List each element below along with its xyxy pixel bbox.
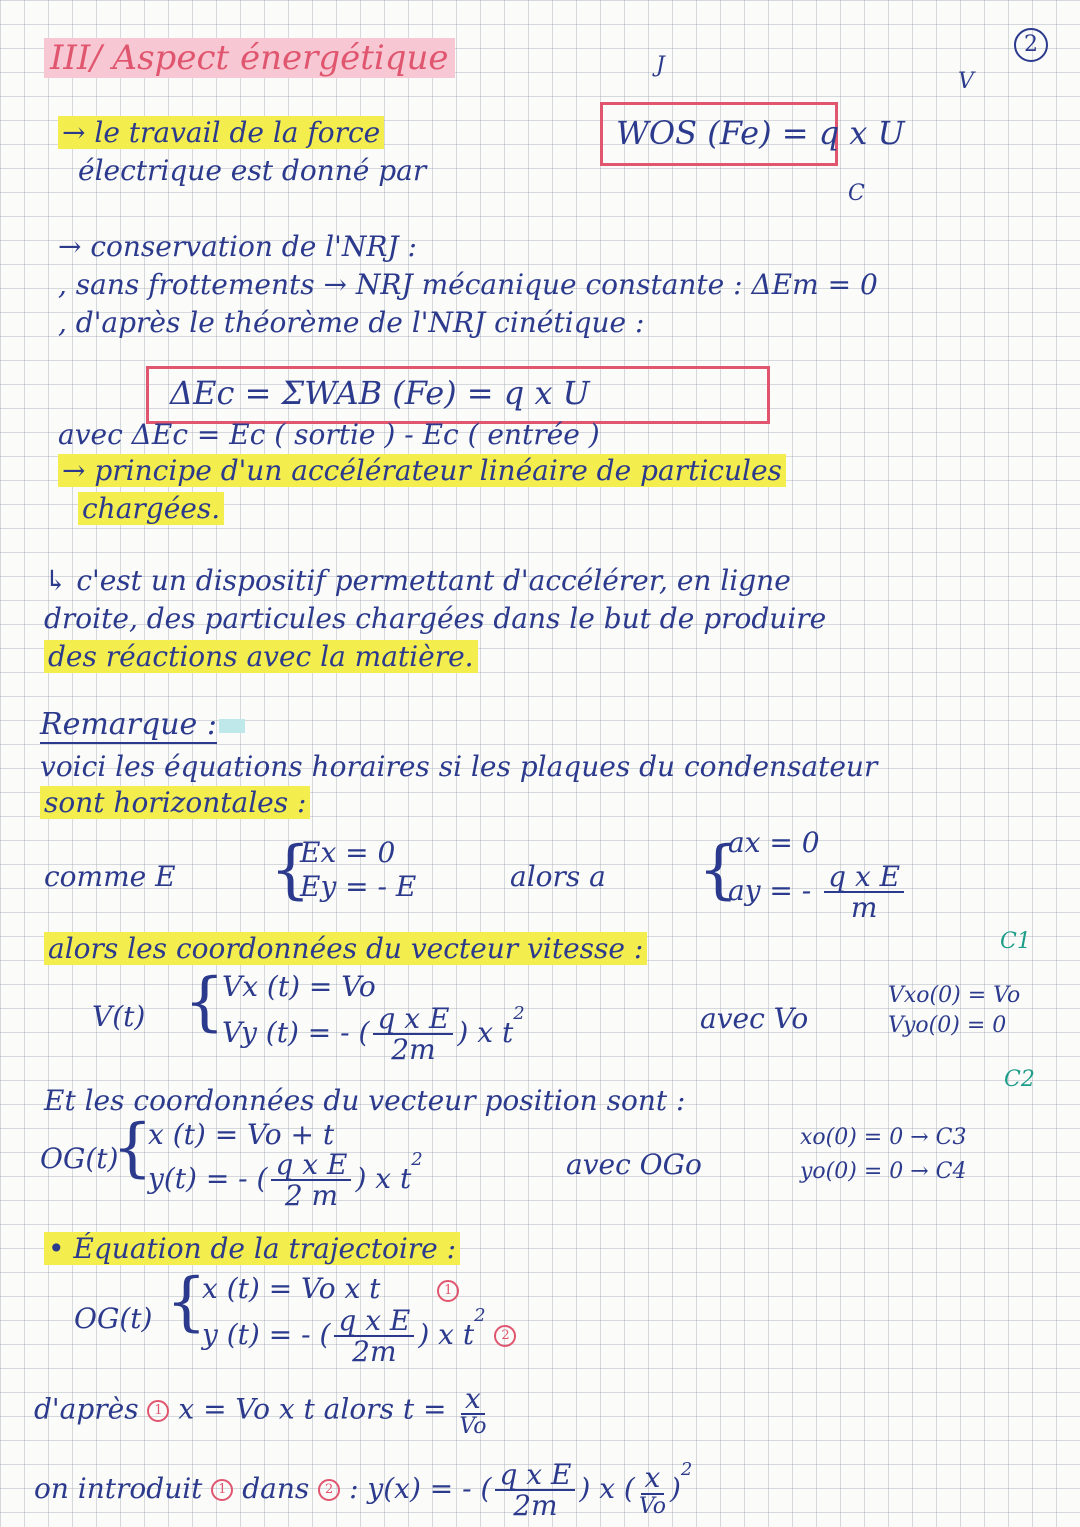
work-line-2: électrique est donné par <box>78 154 427 187</box>
velocity-intro <box>44 934 647 965</box>
remark-title-text: Remarque : <box>40 707 217 742</box>
derivation-y-mid: ) x ( <box>579 1471 635 1505</box>
position-y <box>148 1150 423 1211</box>
position-y-den: 2 m <box>284 1179 339 1213</box>
velocity-brace: { <box>184 965 225 1039</box>
velocity-vx: Vx (t) = Vo <box>222 970 376 1003</box>
position-y-exp: 2 <box>411 1149 423 1170</box>
accel-ay-left: ay = - <box>728 873 812 907</box>
section-title <box>44 40 455 77</box>
derivation-line-1 <box>34 1384 490 1438</box>
derivation-line-1-mid: x = Vo x t alors t = <box>178 1392 447 1426</box>
accel-ay <box>728 862 908 923</box>
definition-line-1: ↳ c'est un dispositif permettant d'accélérer, en ligne <box>44 564 791 597</box>
velocity-vy-exp: 2 <box>513 1003 525 1024</box>
field-comme: comme E <box>44 860 176 893</box>
remark-line-1: voici les équations horaires si les plaques du condensateur <box>40 750 878 783</box>
position-init-2-text: yo(0) = 0 → C4 <box>800 1159 967 1184</box>
derivation-x-den: Vo <box>638 1493 666 1519</box>
derivation-x-fraction <box>639 1463 666 1517</box>
trajectory-y-den: 2m <box>352 1335 397 1369</box>
derivation-x-num: x <box>641 1463 665 1494</box>
accel-ax: ax = 0 <box>728 826 820 859</box>
velocity-vy-right: ) x t <box>457 1015 514 1049</box>
marker-1-icon: 1 <box>147 1400 169 1422</box>
remark-line-2-text: sont horizontales : <box>40 786 310 819</box>
derivation-y-end: ) <box>669 1471 681 1505</box>
marker-1-icon: 1 <box>211 1479 233 1501</box>
position-y-fraction <box>271 1150 351 1211</box>
definition-line-2: droite, des particules chargées dans le but de produire <box>44 602 827 635</box>
section-title-text: III/ Aspect énergétique <box>44 38 455 78</box>
accel-ay-num: q x E <box>824 862 904 893</box>
velocity-init-2: Vyo(0) = 0 <box>888 1013 1007 1038</box>
trajectory-x-text: x (t) = Vo x t <box>202 1272 381 1305</box>
derivation-introduit: on introduit <box>34 1471 203 1505</box>
label-joule: J <box>656 53 665 78</box>
accel-brace: { <box>698 833 739 907</box>
accel-ay-fraction <box>824 862 904 923</box>
principle-line-1-text: → principe d'un accélérateur linéaire de particules <box>58 454 786 487</box>
trajectory-y-num: q x E <box>334 1306 414 1337</box>
accel-ay-den: m <box>850 891 878 925</box>
velocity-init-1: Vxo(0) = Vo <box>888 983 1021 1008</box>
velocity-label: V(t) <box>92 1000 146 1033</box>
label-coulomb: C <box>848 181 865 206</box>
principle-line-2-text: chargées. <box>78 492 224 525</box>
velocity-vy-den: 2m <box>391 1033 436 1067</box>
velocity-vy-left: Vy (t) = - ( <box>222 1015 370 1049</box>
derivation-dans: dans <box>242 1471 310 1505</box>
derivation-y-num: q x E <box>495 1460 575 1491</box>
principle-line-1 <box>58 456 786 487</box>
velocity-vy-num: q x E <box>373 1004 453 1035</box>
derivation-y-den: 2m <box>513 1489 558 1523</box>
derivation-dapres: d'après <box>34 1392 139 1426</box>
position-intro: Et les coordonnées du vecteur position sont : <box>44 1084 686 1117</box>
velocity-intro-text: alors les coordonnées du vecteur vitesse : <box>44 932 647 965</box>
position-label: OG(t) <box>40 1142 119 1175</box>
trajectory-x <box>202 1274 459 1305</box>
accel-alors: alors a <box>510 860 606 893</box>
derivation-t-num: x <box>461 1384 485 1415</box>
marker-2-icon: 2 <box>494 1325 516 1347</box>
marker-2-icon: 2 <box>318 1479 340 1501</box>
velocity-avec: avec Vo <box>700 1002 809 1035</box>
remark-title <box>40 708 245 741</box>
velocity-vy-fraction <box>373 1004 453 1065</box>
position-brace: { <box>112 1111 153 1185</box>
marker-1-icon: 1 <box>437 1280 459 1302</box>
trajectory-label: OG(t) <box>74 1302 153 1335</box>
position-y-left: y(t) = - ( <box>148 1161 268 1195</box>
position-init-2 <box>800 1160 967 1184</box>
trajectory-title <box>44 1234 460 1265</box>
work-formula: WOS (Fe) = q x U <box>616 114 905 152</box>
derivation-line-2 <box>34 1460 692 1521</box>
trajectory-brace: { <box>166 1265 207 1339</box>
trajectory-y-fraction <box>334 1306 414 1367</box>
definition-line-3 <box>44 642 478 673</box>
work-line-1-text: → le travail de la force <box>58 116 384 149</box>
work-line-1 <box>58 118 384 149</box>
remark-highlight <box>219 719 245 733</box>
derivation-y-fraction <box>495 1460 575 1521</box>
derivation-y-left: : y(x) = - ( <box>349 1471 492 1505</box>
trajectory-y-exp: 2 <box>474 1305 486 1326</box>
conservation-line-1-text: , sans frottements → NRJ mécanique constante : ΔEm = 0 <box>58 268 878 301</box>
position-y-num: q x E <box>271 1150 351 1181</box>
field-brace: { <box>270 833 311 907</box>
delta-ec-definition: avec ΔEc = Ec ( sortie ) - Ec ( entrée ) <box>58 418 600 451</box>
page-number: 2 <box>1014 28 1048 62</box>
conservation-title: → conservation de l'NRJ : <box>58 230 417 263</box>
trajectory-y <box>202 1306 516 1367</box>
trajectory-title-text: • Équation de la trajectoire : <box>44 1232 460 1265</box>
conservation-line-2: , d'après le théorème de l'NRJ cinétique : <box>58 306 645 339</box>
label-volt: V <box>958 69 974 94</box>
kinetic-theorem: ΔEc = ΣWAB (Fe) = q x U <box>170 374 590 412</box>
definition-line-3-text: des réactions avec la matière. <box>44 640 478 673</box>
principle-line-2 <box>78 494 224 525</box>
velocity-vy <box>222 1004 525 1065</box>
position-avec: avec OGo <box>566 1148 702 1181</box>
remark-line-2 <box>40 788 310 819</box>
conservation-line-1 <box>58 270 878 301</box>
derivation-y-exp: 2 <box>680 1459 693 1480</box>
trajectory-y-left: y (t) = - ( <box>202 1317 331 1351</box>
position-init-1 <box>800 1126 966 1150</box>
derivation-t-fraction <box>459 1384 486 1438</box>
field-ex: Ex = 0 <box>300 836 396 869</box>
position-x: x (t) = Vo + t <box>148 1118 335 1151</box>
position-y-right: ) x t <box>355 1161 412 1195</box>
label-c1: C1 <box>1000 929 1031 954</box>
field-ey: Ey = - E <box>300 870 417 903</box>
trajectory-y-right: ) x t <box>418 1317 475 1351</box>
label-c2: C2 <box>1004 1067 1035 1092</box>
derivation-t-den: Vo <box>459 1414 487 1440</box>
position-init-1-text: xo(0) = 0 → C3 <box>800 1125 967 1150</box>
